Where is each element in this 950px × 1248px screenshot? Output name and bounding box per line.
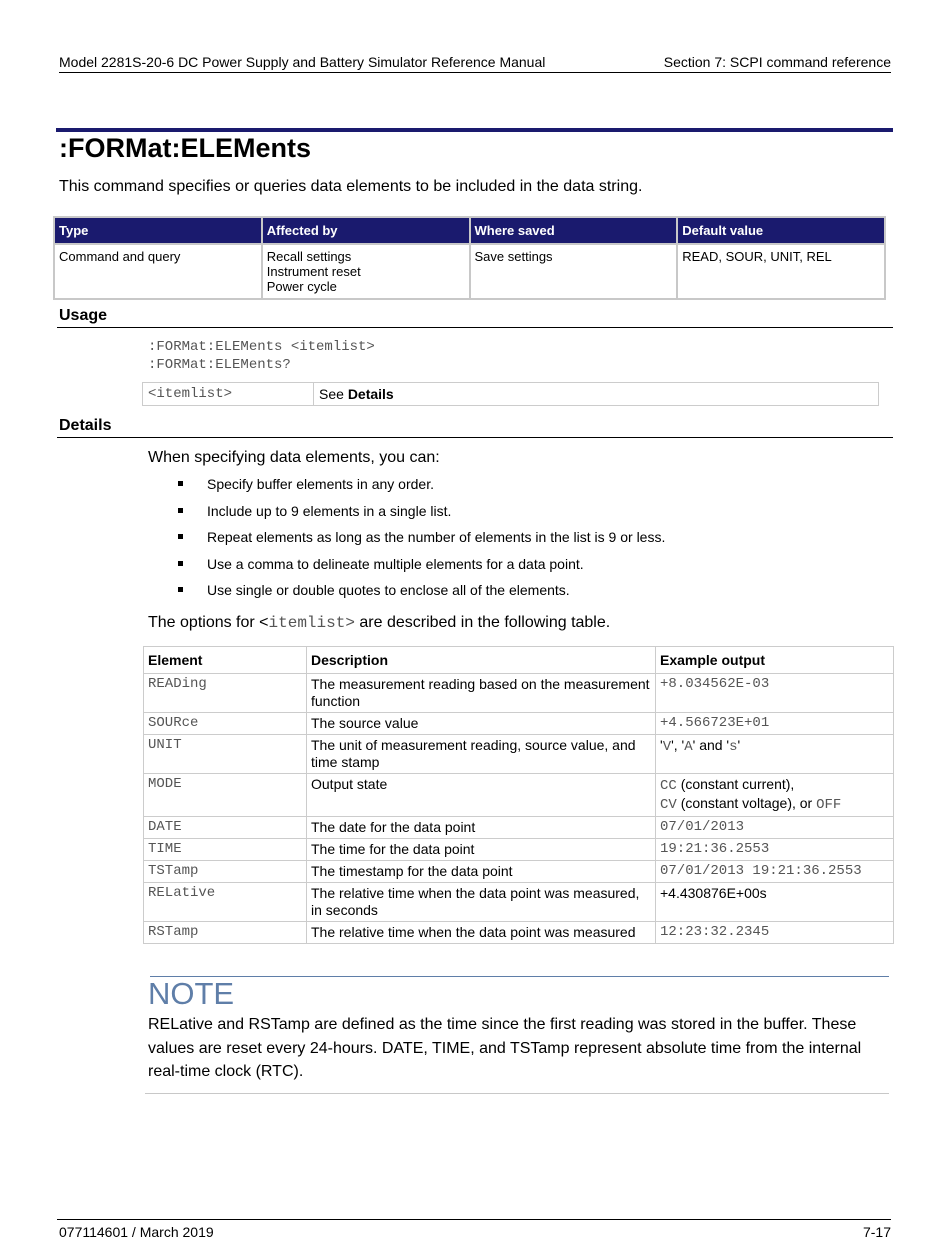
details-lead: When specifying data elements, you can: xyxy=(148,449,440,466)
unit-separator: ' and ' xyxy=(692,737,730,753)
table-row xyxy=(144,883,894,922)
note-bottom-rule xyxy=(145,1093,889,1094)
usage-line-command: :FORMat:ELEMents <itemlist> xyxy=(148,339,375,355)
element-description: The relative time when the data point was measured, in seconds xyxy=(307,883,656,922)
list-item-text: Use single or double quotes to enclose all of the elements. xyxy=(207,582,570,598)
summary-header-affected-by: Affected by xyxy=(263,218,469,243)
list-item xyxy=(176,476,665,503)
table-row xyxy=(144,735,894,774)
mode-line xyxy=(660,795,889,814)
summary-type: Command and query xyxy=(55,245,261,298)
list-item-text: Include up to 9 elements in a single list. xyxy=(207,502,452,519)
affected-by-item: Instrument reset xyxy=(266,264,361,279)
command-title: :FORMat:ELEMents xyxy=(59,133,311,163)
mode-off: OFF xyxy=(816,797,842,813)
element-example: +4.566723E+01 xyxy=(656,713,894,735)
bullet-icon xyxy=(178,481,183,486)
element-description: The date for the data point xyxy=(307,817,656,839)
element-name: RELative xyxy=(144,883,307,922)
usage-syntax xyxy=(148,338,375,374)
list-item xyxy=(176,529,665,556)
element-description: The source value xyxy=(307,713,656,735)
element-example: 07/01/2013 xyxy=(656,817,894,839)
table-row xyxy=(144,713,894,735)
bullet-icon xyxy=(178,534,183,539)
element-example-unit xyxy=(656,735,894,774)
command-summary-table xyxy=(53,216,886,300)
options-intro-pre: The options for < xyxy=(148,614,269,631)
running-footer xyxy=(57,1219,891,1242)
unit-quote: ' xyxy=(737,737,741,753)
element-name: MODE xyxy=(144,774,307,817)
table-row xyxy=(144,839,894,861)
note-top-rule xyxy=(150,976,889,977)
mode-cc-text: (constant current), xyxy=(676,776,795,792)
list-item xyxy=(176,503,665,530)
bullet-icon xyxy=(178,508,183,513)
element-example: +8.034562E-03 xyxy=(656,674,894,713)
element-example: +4.430876E+00s xyxy=(656,883,894,922)
footer-page-number: 7-17 xyxy=(862,1224,891,1240)
options-intro-post: are described in the following table. xyxy=(354,614,611,631)
running-header xyxy=(59,54,891,73)
element-name: TSTamp xyxy=(144,861,307,883)
details-bullet-list xyxy=(176,476,665,609)
header-section-title: Section 7: SCPI command reference xyxy=(663,54,891,70)
element-name: RSTamp xyxy=(144,922,307,944)
table-row xyxy=(144,674,894,713)
table-row xyxy=(144,922,894,944)
element-description: Output state xyxy=(307,774,656,817)
table-row xyxy=(144,774,894,817)
element-name: UNIT xyxy=(144,735,307,774)
usage-heading xyxy=(57,307,893,328)
element-description: The timestamp for the data point xyxy=(307,861,656,883)
elements-header-description: Description xyxy=(307,647,656,674)
usage-line-query: :FORMat:ELEMents? xyxy=(148,357,291,373)
table-row xyxy=(144,861,894,883)
affected-by-item: Recall settings xyxy=(266,249,352,264)
command-intro: This command specifies or queries data elements to be included in the data string. xyxy=(59,178,643,195)
param-description xyxy=(314,383,879,406)
options-intro xyxy=(148,614,610,632)
affected-by-item: Power cycle xyxy=(266,279,337,294)
element-example: 12:23:32.2345 xyxy=(656,922,894,944)
element-name: SOURce xyxy=(144,713,307,735)
elements-table xyxy=(143,646,894,944)
note-text: RELative and RSTamp are defined as the time since the first reading was stored in the buffer. These values are reset every 24-hours. DATE, TIME, and TSTamp represent absolute time from the internal real-time clock (RTC). xyxy=(148,1016,862,1080)
unit-separator: ', ' xyxy=(671,737,685,753)
summary-header-where-saved: Where saved xyxy=(471,218,677,243)
unit-seconds: s xyxy=(729,739,738,755)
mode-cv: CV xyxy=(660,797,677,813)
list-item-text: Use a comma to delineate multiple elements for a data point. xyxy=(207,555,584,572)
list-item-text: Specify buffer elements in any order. xyxy=(207,476,434,492)
parameter-table xyxy=(142,382,879,406)
mode-line xyxy=(660,776,889,795)
unit-volts: V xyxy=(662,739,672,755)
summary-where-saved: Save settings xyxy=(471,245,677,298)
list-item-text: Repeat elements as long as the number of elements in the list is 9 or less. xyxy=(207,529,666,545)
element-example-mode xyxy=(656,774,894,817)
mode-cc: CC xyxy=(660,778,677,794)
list-item xyxy=(176,556,665,583)
element-example: 19:21:36.2553 xyxy=(656,839,894,861)
param-see-text: See xyxy=(319,386,348,402)
param-name: <itemlist> xyxy=(143,383,314,406)
table-row xyxy=(144,817,894,839)
element-name: READing xyxy=(144,674,307,713)
element-name: TIME xyxy=(144,839,307,861)
element-description: The relative time when the data point was measured xyxy=(307,922,656,944)
summary-header-type: Type xyxy=(55,218,261,243)
element-description: The measurement reading based on the measurement function xyxy=(307,674,656,713)
bullet-icon xyxy=(178,561,183,566)
element-name: DATE xyxy=(144,817,307,839)
options-intro-code: itemlist> xyxy=(268,614,355,632)
unit-amps: A xyxy=(684,739,693,755)
element-description: The unit of measurement reading, source value, and time stamp xyxy=(307,735,656,774)
details-heading-text: Details xyxy=(59,417,112,434)
summary-default-value: READ, SOUR, UNIT, REL xyxy=(678,245,884,298)
bullet-icon xyxy=(178,587,183,592)
mode-cv-text: (constant voltage), or xyxy=(676,795,817,811)
usage-heading-text: Usage xyxy=(59,307,108,324)
details-heading xyxy=(57,417,893,438)
header-manual-title: Model 2281S-20-6 DC Power Supply and Battery Simulator Reference Manual xyxy=(59,54,546,70)
summary-header-default-value: Default value xyxy=(678,218,884,243)
summary-affected-by xyxy=(263,245,469,298)
elements-header-example: Example output xyxy=(656,647,894,674)
param-see-link: Details xyxy=(347,386,394,402)
note-title: NOTE xyxy=(148,976,235,1011)
footer-document-number: 077114601 / March 2019 xyxy=(59,1224,214,1240)
list-item xyxy=(176,582,665,609)
elements-header-element: Element xyxy=(144,647,307,674)
title-rule xyxy=(56,128,893,132)
unit-quote: ' xyxy=(660,737,663,753)
element-example: 07/01/2013 19:21:36.2553 xyxy=(656,861,894,883)
element-description: The time for the data point xyxy=(307,839,656,861)
